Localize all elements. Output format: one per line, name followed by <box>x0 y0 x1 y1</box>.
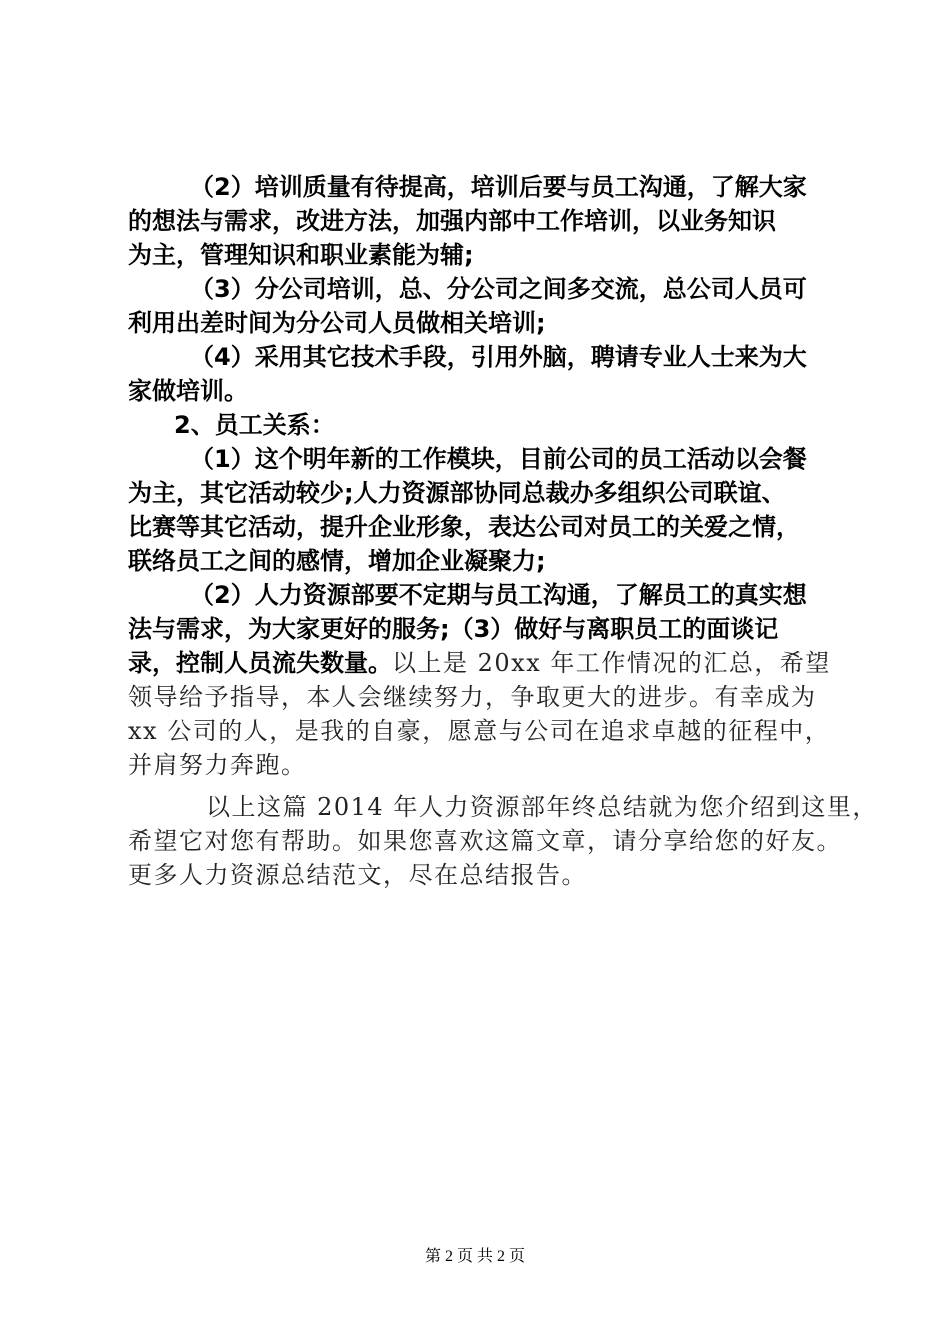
section-heading: 2、员工关系： <box>174 411 335 439</box>
paragraph-line: 并肩努力奔跑。 <box>128 751 307 779</box>
paragraph-line: （1）这个明年新的工作模块，目前公司的员工活动以会餐 <box>190 445 807 473</box>
paragraph-line: 为主，其它活动较少;人力资源部协同总裁办多组织公司联谊、 <box>128 479 786 507</box>
paragraph-fragment: 录，控制人员流失数量。 <box>128 649 392 677</box>
paragraph-line: （2）培训质量有待提高，培训后要与员工沟通，了解大家 <box>190 173 807 201</box>
paragraph-line: 更多人力资源总结范文，尽在总结报告。 <box>128 861 587 889</box>
paragraph-line: 的想法与需求，改进方法，加强内部中工作培训，以业务知识 <box>128 207 776 235</box>
paragraph-line: 比赛等其它活动，提升企业形象，表达公司对员工的关爱之情， <box>128 513 800 541</box>
paragraph-line: 希望它对您有帮助。如果您喜欢这篇文章，请分享给您的好友。 <box>128 827 842 855</box>
paragraph-line: 利用出差时间为分公司人员做相关培训; <box>128 309 546 337</box>
paragraph-line: （2）人力资源部要不定期与员工沟通，了解员工的真实想 <box>190 581 807 609</box>
paragraph-line: xx 公司的人，是我的自豪，愿意与公司在追求卓越的征程中， <box>128 717 831 745</box>
paragraph-line: 以上这篇 2014 年人力资源部年终总结就为您介绍到这里， <box>206 793 878 821</box>
paragraph-line: 联络员工之间的感情，增加企业凝聚力; <box>128 547 546 575</box>
page-number-footer: 第 2 页 共 2 页 <box>424 1248 525 1265</box>
paragraph-line: 领导给予指导，本人会继续努力，争取更大的进步。有幸成为 <box>128 683 817 711</box>
paragraph-fragment: 以上是 20xx 年工作情况的汇总，希望 <box>392 649 831 677</box>
paragraph-line: 家做培训。 <box>128 377 248 405</box>
paragraph-line: （3）分公司培训，总、分公司之间多交流，总公司人员可 <box>190 275 807 303</box>
paragraph-line-mixed <box>128 648 831 679</box>
paragraph-line: 法与需求，为大家更好的服务;（3）做好与离职员工的面谈记 <box>128 615 779 643</box>
paragraph-line: （4）采用其它技术手段，引用外脑，聘请专业人士来为大 <box>190 343 807 371</box>
paragraph-line: 为主，管理知识和职业素能为辅; <box>128 241 474 269</box>
